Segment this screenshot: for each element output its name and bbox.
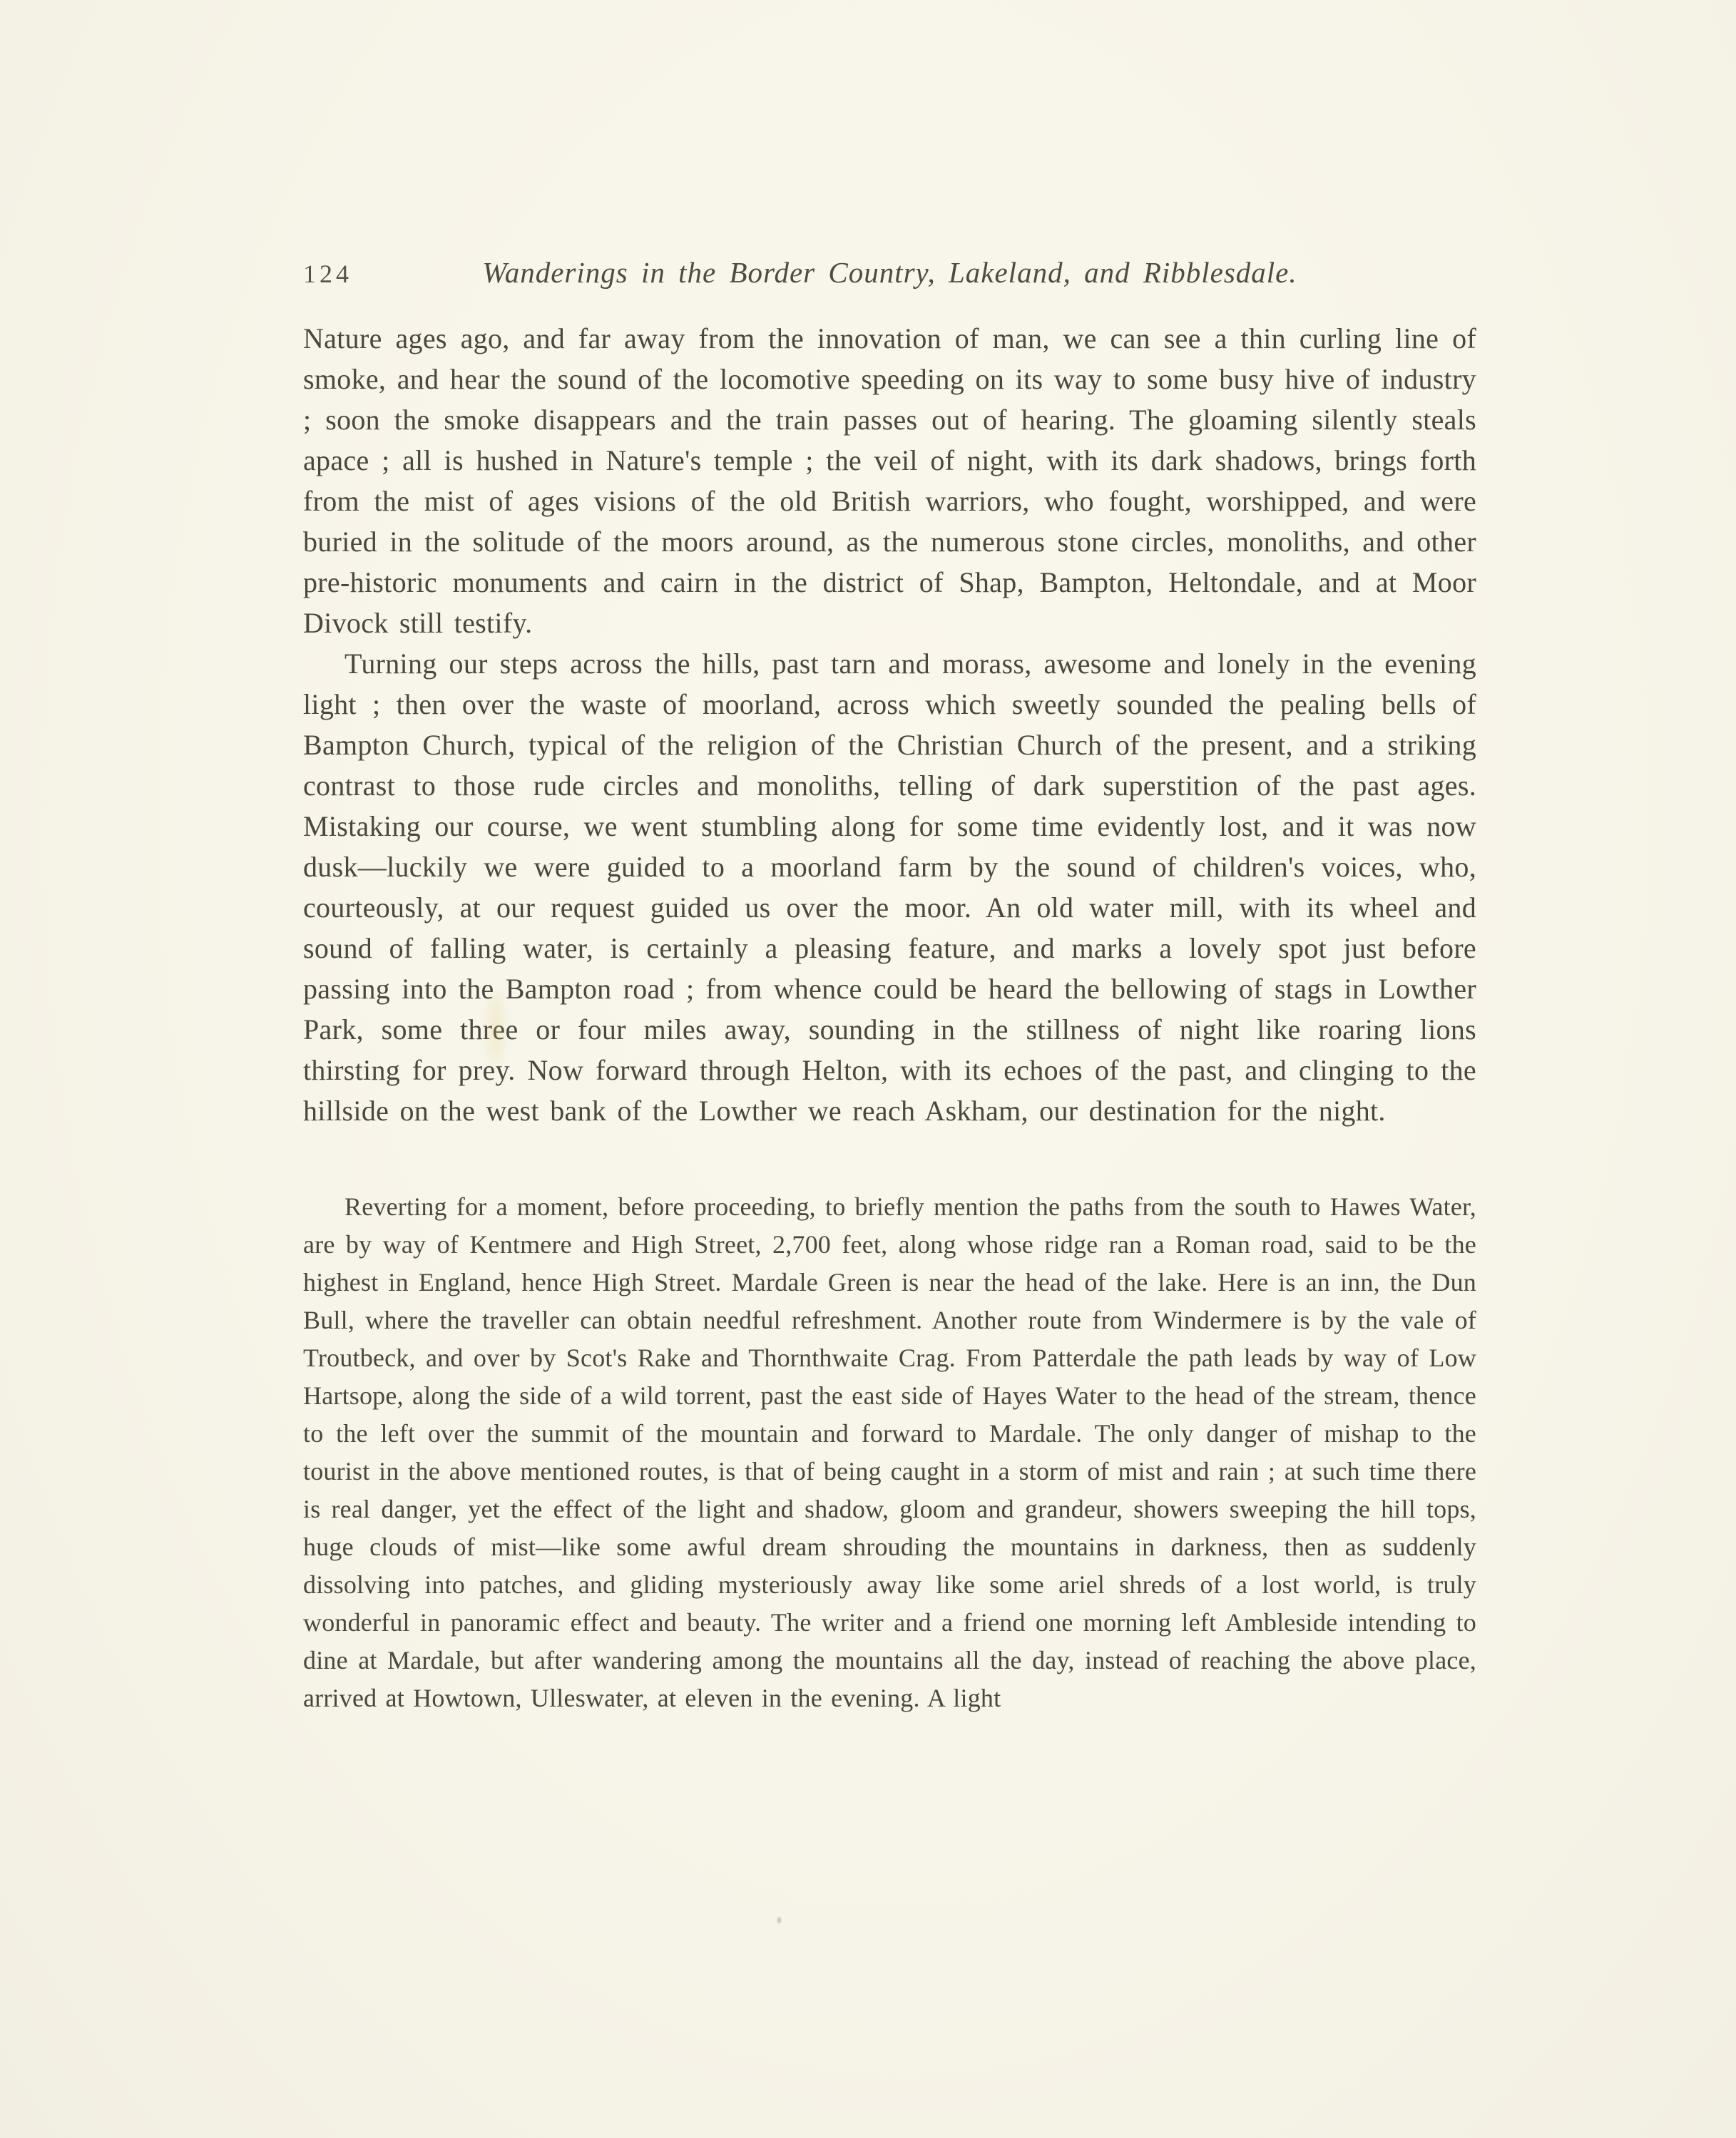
page-number: 124 bbox=[303, 260, 352, 288]
running-title: Wanderings in the Border Country, Lakeland, and Ribblesdale. bbox=[482, 256, 1297, 289]
page-header bbox=[303, 255, 1476, 290]
paper-speck bbox=[777, 1917, 781, 1923]
paragraph-reverting: Reverting for a moment, before proceeding, to briefly mention the paths from the south to Hawes Water, are by way of Kentmere and High Street, 2,700 feet, along whose ridge ran a Roman road, said to be the highest in England, hence High Street. Mardale Green is near the head of the lake. Here is an inn, the Dun Bull, where the traveller can obtain needful refreshment. Another route from Windermere is by the vale of Troutbeck, and over by Scot's Rake and Thornthwaite Crag. From Patterdale the path leads by way of Low Hartsope, along the side of a wild torrent, past the east side of Hayes Water to the head of the stream, thence to the left over the summit of the mountain and forward to Mardale. The only danger of mishap to the tourist in the above mentioned routes, is that of being caught in a storm of mist and rain ; at such time there is real danger, yet the effect of the light and shadow, gloom and grandeur, showers sweeping the hill tops, huge clouds of mist—like some awful dream shrouding the mountains in darkness, then as suddenly dissolving into patches, and gliding mysteriously away like some ariel shreds of a lost world, is truly wonderful in panoramic effect and beauty. The writer and a friend one morning left Ambleside intending to dine at Mardale, but after wandering among the mountains all the day, instead of reaching the above place, arrived at Howtown, Ulleswater, at eleven in the evening. A light bbox=[303, 1192, 1476, 1712]
paragraph-turning-our-steps: Turning our steps across the hills, past tarn and morass, awesome and lonely in the evening light ; then over the waste of moorland, across which sweetly sounded the pealing bells of Bampton Church, typical of the religion of the Christian Church of the present, and a striking contrast to those rude circles and monoliths, telling of dark superstition of the past ages. Mistaking our course, we went stumbling along for some time evidently lost, and it was now dusk—luckily we were guided to a moorland farm by the sound of children's voices, who, courteously, at our request guided us over the moor. An old water mill, with its wheel and sound of falling water, is certainly a pleasing feature, and marks a lovely spot just before passing into the Bampton road ; from whence could be heard the bellowing of stags in Lowther Park, some three or four miles away, sounding in the stillness of night like roaring lions thirsting for prey. Now forward through Helton, with its echoes of the past, and clinging to the hillside on the west bank of the Lowther we reach Askham, our destination for the night. bbox=[303, 648, 1476, 1127]
text-block bbox=[303, 255, 1476, 1717]
paragraph-continuation: Nature ages ago, and far away from the innovation of man, we can see a thin curling line of smoke, and hear the sound of the locomotive speeding on its way to some busy hive of industry ; soon the smoke disappears and the train passes out of hearing. The gloaming silently steals apace ; all is hushed in Nature's temple ; the veil of night, with its dark shadows, brings forth from the mist of ages visions of the old British warriors, who fought, worshipped, and were buried in the solitude of the moors around, as the numerous stone circles, monoliths, and other pre-historic monuments and cairn in the district of Shap, Bampton, Heltondale, and at Moor Divock still testify. bbox=[303, 322, 1476, 639]
